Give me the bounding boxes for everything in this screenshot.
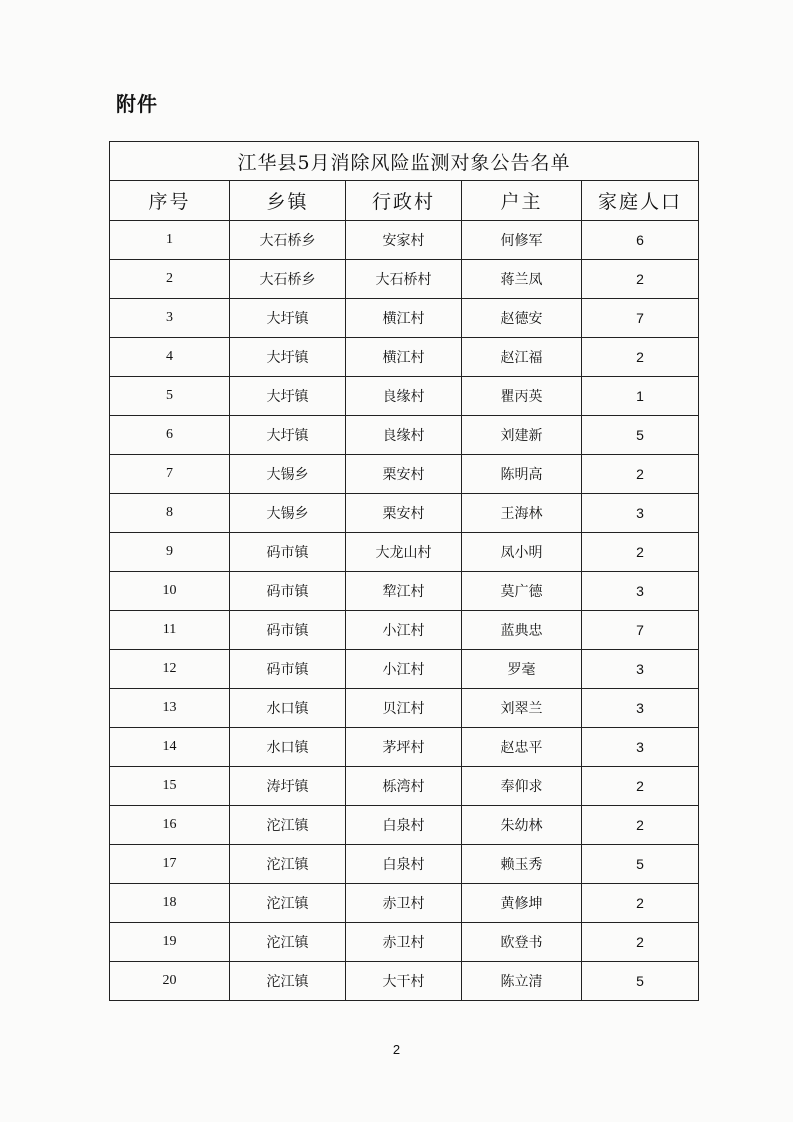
header-village: 行政村 (346, 181, 462, 221)
cell-village: 栎湾村 (346, 767, 462, 806)
cell-family-size: 3 (582, 728, 699, 767)
cell-householder: 王海林 (462, 494, 582, 533)
table-row (110, 767, 699, 806)
table-row (110, 962, 699, 1001)
cell-village: 赤卫村 (346, 923, 462, 962)
cell-township: 大圩镇 (230, 338, 346, 377)
cell-family-size: 5 (582, 962, 699, 1001)
cell-village: 良缘村 (346, 377, 462, 416)
cell-serial: 3 (110, 299, 230, 338)
cell-serial: 16 (110, 806, 230, 845)
cell-township: 沱江镇 (230, 923, 346, 962)
table-row (110, 299, 699, 338)
cell-family-size: 3 (582, 494, 699, 533)
cell-householder: 奉仰求 (462, 767, 582, 806)
cell-serial: 19 (110, 923, 230, 962)
cell-family-size: 2 (582, 260, 699, 299)
cell-serial: 1 (110, 221, 230, 260)
cell-family-size: 2 (582, 533, 699, 572)
cell-householder: 陈立清 (462, 962, 582, 1001)
cell-village: 小江村 (346, 650, 462, 689)
cell-village: 白泉村 (346, 845, 462, 884)
cell-township: 大圩镇 (230, 416, 346, 455)
cell-township: 大圩镇 (230, 377, 346, 416)
cell-village: 良缘村 (346, 416, 462, 455)
cell-township: 码市镇 (230, 611, 346, 650)
cell-householder: 黄修坤 (462, 884, 582, 923)
cell-serial: 9 (110, 533, 230, 572)
cell-family-size: 2 (582, 455, 699, 494)
cell-township: 沱江镇 (230, 806, 346, 845)
cell-serial: 5 (110, 377, 230, 416)
cell-serial: 7 (110, 455, 230, 494)
cell-township: 大圩镇 (230, 299, 346, 338)
table-row (110, 533, 699, 572)
table-row (110, 650, 699, 689)
cell-family-size: 6 (582, 221, 699, 260)
cell-family-size: 7 (582, 611, 699, 650)
cell-serial: 6 (110, 416, 230, 455)
table-row (110, 845, 699, 884)
cell-family-size: 5 (582, 845, 699, 884)
cell-village: 小江村 (346, 611, 462, 650)
cell-householder: 罗毫 (462, 650, 582, 689)
table-header-row (110, 181, 699, 221)
table-row (110, 338, 699, 377)
cell-township: 沱江镇 (230, 884, 346, 923)
cell-township: 大石桥乡 (230, 260, 346, 299)
cell-householder: 欧登书 (462, 923, 582, 962)
cell-village: 大石桥村 (346, 260, 462, 299)
cell-householder: 朱幼林 (462, 806, 582, 845)
cell-family-size: 2 (582, 338, 699, 377)
table-row (110, 728, 699, 767)
cell-village: 安家村 (346, 221, 462, 260)
cell-householder: 刘翠兰 (462, 689, 582, 728)
table-row (110, 884, 699, 923)
cell-serial: 2 (110, 260, 230, 299)
cell-township: 大锡乡 (230, 455, 346, 494)
cell-family-size: 1 (582, 377, 699, 416)
cell-householder: 瞿丙英 (462, 377, 582, 416)
cell-serial: 12 (110, 650, 230, 689)
header-township: 乡镇 (230, 181, 346, 221)
cell-householder: 何修军 (462, 221, 582, 260)
header-serial: 序号 (110, 181, 230, 221)
roster-table (109, 141, 699, 1001)
table-row (110, 923, 699, 962)
cell-township: 码市镇 (230, 572, 346, 611)
cell-householder: 莫广德 (462, 572, 582, 611)
table-row (110, 260, 699, 299)
table-row (110, 377, 699, 416)
cell-householder: 赖玉秀 (462, 845, 582, 884)
cell-householder: 凤小明 (462, 533, 582, 572)
cell-family-size: 2 (582, 806, 699, 845)
cell-family-size: 2 (582, 884, 699, 923)
cell-township: 水口镇 (230, 728, 346, 767)
header-householder: 户主 (462, 181, 582, 221)
cell-village: 大龙山村 (346, 533, 462, 572)
cell-householder: 蒋兰凤 (462, 260, 582, 299)
table-title: 江华县5月消除风险监测对象公告名单 (110, 142, 699, 181)
table-row (110, 221, 699, 260)
cell-township: 码市镇 (230, 533, 346, 572)
cell-serial: 14 (110, 728, 230, 767)
cell-village: 白泉村 (346, 806, 462, 845)
cell-serial: 8 (110, 494, 230, 533)
cell-family-size: 7 (582, 299, 699, 338)
table-row (110, 416, 699, 455)
cell-householder: 陈明高 (462, 455, 582, 494)
cell-township: 沱江镇 (230, 845, 346, 884)
annex-label: 附件 (116, 92, 158, 116)
cell-village: 贝江村 (346, 689, 462, 728)
cell-householder: 赵忠平 (462, 728, 582, 767)
cell-family-size: 3 (582, 572, 699, 611)
cell-village: 横江村 (346, 299, 462, 338)
cell-family-size: 2 (582, 767, 699, 806)
cell-serial: 15 (110, 767, 230, 806)
table-row (110, 806, 699, 845)
cell-serial: 11 (110, 611, 230, 650)
cell-township: 大石桥乡 (230, 221, 346, 260)
cell-village: 栗安村 (346, 455, 462, 494)
cell-householder: 蓝典忠 (462, 611, 582, 650)
cell-township: 码市镇 (230, 650, 346, 689)
cell-family-size: 5 (582, 416, 699, 455)
cell-township: 沱江镇 (230, 962, 346, 1001)
table-row (110, 494, 699, 533)
table-row (110, 572, 699, 611)
table-row (110, 611, 699, 650)
cell-family-size: 3 (582, 689, 699, 728)
cell-householder: 赵德安 (462, 299, 582, 338)
cell-householder: 赵江福 (462, 338, 582, 377)
cell-serial: 18 (110, 884, 230, 923)
cell-village: 横江村 (346, 338, 462, 377)
cell-family-size: 2 (582, 923, 699, 962)
cell-village: 大干村 (346, 962, 462, 1001)
cell-village: 茅坪村 (346, 728, 462, 767)
cell-serial: 4 (110, 338, 230, 377)
cell-serial: 17 (110, 845, 230, 884)
table-row (110, 455, 699, 494)
cell-village: 犂江村 (346, 572, 462, 611)
table-row (110, 689, 699, 728)
page-number: 2 (392, 1042, 401, 1057)
cell-village: 赤卫村 (346, 884, 462, 923)
cell-township: 水口镇 (230, 689, 346, 728)
cell-village: 栗安村 (346, 494, 462, 533)
table-title-row (110, 142, 699, 181)
cell-serial: 10 (110, 572, 230, 611)
header-family-size: 家庭人口 (582, 181, 699, 221)
cell-family-size: 3 (582, 650, 699, 689)
cell-township: 涛圩镇 (230, 767, 346, 806)
cell-township: 大锡乡 (230, 494, 346, 533)
cell-serial: 13 (110, 689, 230, 728)
cell-serial: 20 (110, 962, 230, 1001)
cell-householder: 刘建新 (462, 416, 582, 455)
